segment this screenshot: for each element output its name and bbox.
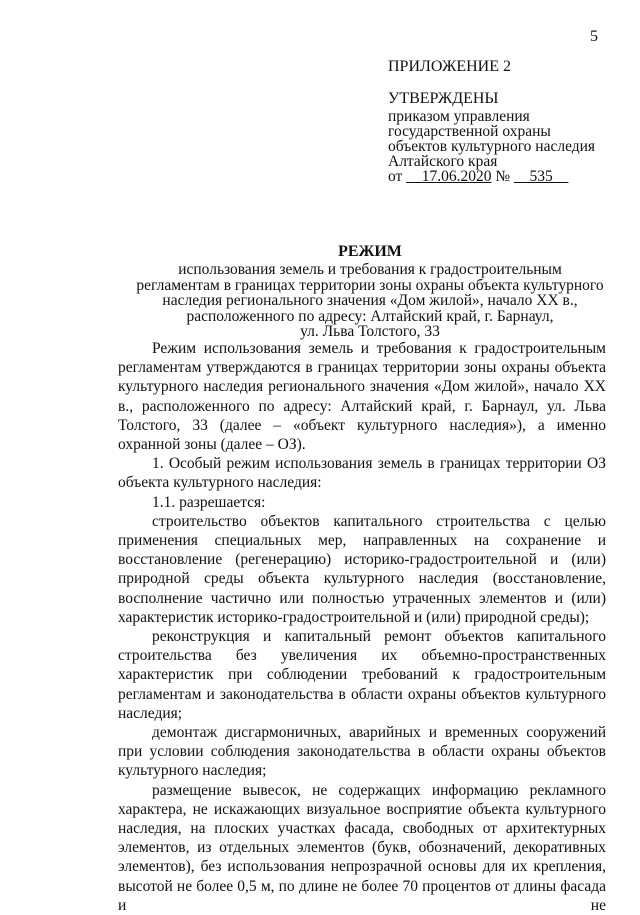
heading-line: ул. Льва Толстого, 33 <box>300 323 440 340</box>
approval-block <box>388 58 618 184</box>
document-heading <box>130 243 610 340</box>
number-sign: № <box>495 168 511 185</box>
order-date: __17.06.2020 <box>406 168 492 185</box>
paragraph: размещение вывесок, не содержащих информацию рекламного характера, не искажающих визуальное восприятие объекта культурного наследия, на плоских участках фасада, свободных от архитектурных элементов, из отдельных элементов (букв, обозначений, декоративных элементов), без использования непрозрачной основы для их крепления, высотой не более 0,5 м, по длине не более 70 процентов от длины фасада и не <box>118 781 606 914</box>
annex-label: ПРИЛОЖЕНИЕ 2 <box>388 58 512 75</box>
heading-line: регламентам в границах территории зоны охраны объекта культурного <box>136 276 604 294</box>
paragraph: демонтаж дисгармоничных, аварийных и временных сооружений при условии соблюдения законодательства в области охраны объектов культурного наследия; <box>118 724 606 780</box>
date-prefix: от <box>388 168 403 185</box>
document-title: РЕЖИМ <box>338 243 402 260</box>
paragraph: 1. Особый режим использования земель в границах территории ОЗ объекта культурного наследия: <box>118 455 606 492</box>
approval-line: объектов культурного наследия <box>388 138 596 155</box>
paragraph: 1.1. разрешается: <box>152 493 266 511</box>
approved-label: УТВЕРЖДЕНЫ <box>388 90 499 107</box>
approval-line: приказом управления <box>388 108 530 125</box>
page-number: 5 <box>590 28 598 45</box>
approval-line: Алтайского края <box>388 153 498 170</box>
document-body <box>118 339 606 915</box>
order-date-line <box>388 169 618 184</box>
paragraph: Режим использования земель и требования к градостроительным регламентам утверждаются в границах территории зоны охраны объекта культурного наследия регионального значения «Дом жилой», начало ХХ в., расположенного по адресу: Алтайский край, г. Барнаул, ул. Льва Толстого, 33 (далее – «объект культурного наследия»), а именно охранной зоны (далее – ОЗ). <box>118 340 606 454</box>
order-number: __535__ <box>514 168 569 185</box>
heading-line: расположенного по адресу: Алтайский край, г. Барнаул, <box>186 307 554 325</box>
paragraph: строительство объектов капитального строительства с целью применения специальных мер, направленных на сохранение и восстановление (регенерацию) историко-градостроительной и (или) природной среды объекта культурного наследия (восстановление, восполнение частично или полностью утраченных элементов и (или) характеристик историко-градостроительной и (или) природной среды); <box>118 512 606 626</box>
approval-line: государственной охраны <box>388 123 551 140</box>
heading-line: использования земель и требования к градостроительным <box>178 261 562 278</box>
heading-line: наследия регионального значения «Дом жилой», начало ХХ в., <box>162 292 578 309</box>
paragraph: реконструкция и капитальный ремонт объектов капитального строительства без увеличения их объемно-пространственных характеристик при соблюдении требований к градостроительным регламентам и законодательства в области охраны объектов культурного наследия; <box>118 628 606 722</box>
